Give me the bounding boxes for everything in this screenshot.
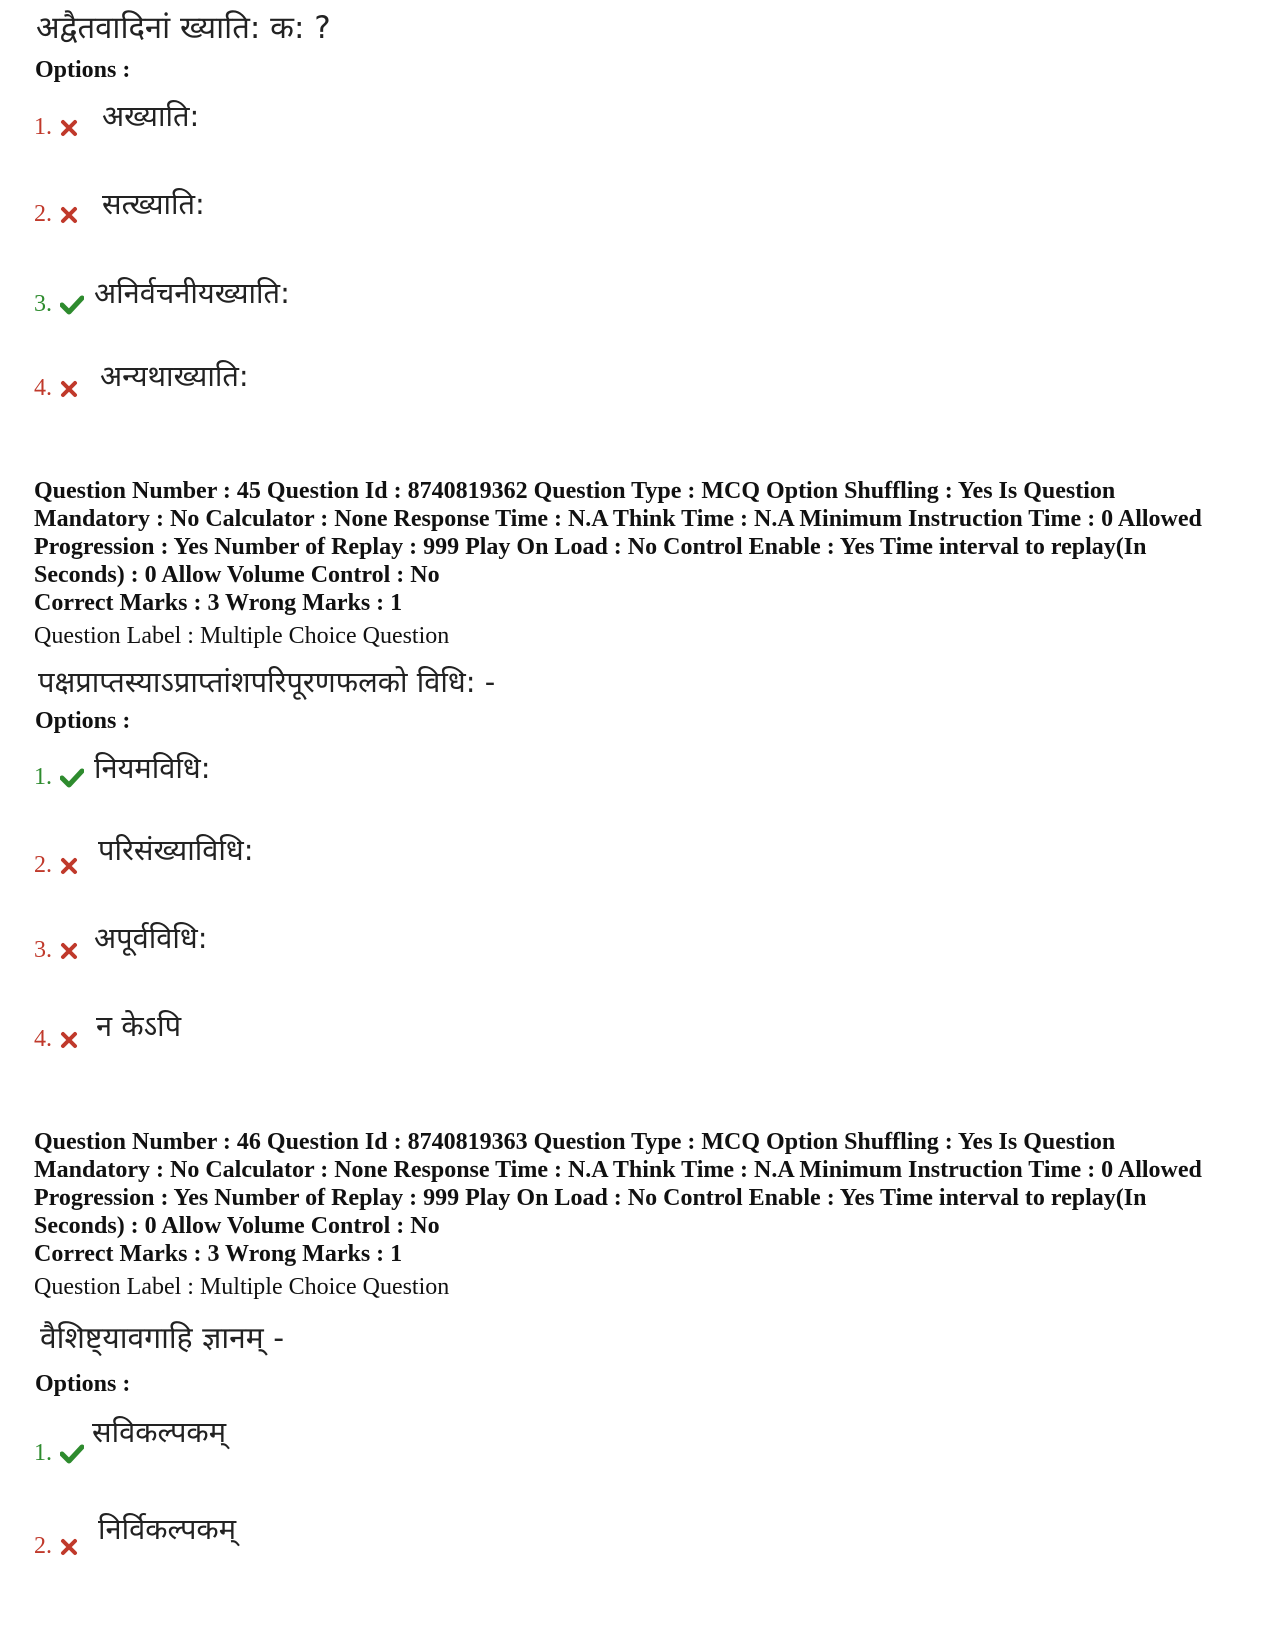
- option-text: सत्ख्याति:: [102, 187, 205, 221]
- option-row: [34, 375, 78, 403]
- option-row: [34, 764, 84, 793]
- option-row: [34, 291, 84, 320]
- option-text: अपूर्वविधि:: [94, 921, 208, 955]
- option-row: [34, 937, 78, 965]
- cross-icon: [60, 857, 78, 880]
- option-number: 1.: [34, 1440, 52, 1466]
- option-row: [34, 201, 78, 229]
- option-text: अन्यथाख्याति:: [100, 359, 249, 393]
- option-row: [34, 852, 78, 880]
- checkmark-icon: [60, 768, 84, 793]
- option-number: 2.: [34, 1533, 52, 1559]
- option-row: [34, 1026, 78, 1054]
- question-marks: Correct Marks : 3 Wrong Marks : 1: [34, 1241, 403, 1267]
- question-metadata: Question Number : 45 Question Id : 8740819362 Question Type : MCQ Option Shuffling : Yes Is Question Mandatory : No Calculator : None Response Time : N.A Think Time : N.A Minimum Instruction Time : 0 Allowed Progression : Yes Number of Replay : 999 Play On Load : No Control Enable : Yes Time interval to replay(In Seconds) : 0 Allow Volume Control : No: [34, 478, 1202, 588]
- option-text: परिसंख्याविधि:: [98, 833, 254, 867]
- option-number: 4.: [34, 375, 52, 401]
- option-number: 2.: [34, 852, 52, 878]
- option-row: [34, 114, 78, 142]
- option-text: अनिर्वचनीयख्याति:: [94, 276, 290, 310]
- question-stem: पक्षप्राप्तस्याऽप्राप्तांशपरिपूरणफलको विधि: -: [38, 665, 496, 699]
- cross-icon: [60, 206, 78, 229]
- option-text: न केऽपि: [96, 1009, 182, 1043]
- option-number: 3.: [34, 937, 52, 963]
- cross-icon: [60, 942, 78, 965]
- option-text: अख्याति:: [102, 99, 200, 133]
- question-metadata: Question Number : 46 Question Id : 8740819363 Question Type : MCQ Option Shuffling : Yes Is Question Mandatory : No Calculator : None Response Time : N.A Think Time : N.A Minimum Instruction Time : 0 Allowed Progression : Yes Number of Replay : 999 Play On Load : No Control Enable : Yes Time interval to replay(In Seconds) : 0 Allow Volume Control : No: [34, 1129, 1202, 1239]
- option-number: 1.: [34, 764, 52, 790]
- question-label: Question Label : Multiple Choice Question: [34, 1274, 450, 1300]
- option-text: सविकल्पकम्: [92, 1415, 227, 1449]
- options-label: Options :: [35, 57, 131, 83]
- option-text: निर्विकल्पकम्: [98, 1512, 237, 1546]
- options-label: Options :: [35, 1371, 131, 1397]
- option-row: [34, 1440, 84, 1469]
- question-marks: Correct Marks : 3 Wrong Marks : 1: [34, 590, 403, 616]
- question-label: Question Label : Multiple Choice Question: [34, 623, 450, 649]
- question-stem: वैशिष्ट्यावगाहि ज्ञानम् -: [40, 1321, 285, 1356]
- checkmark-icon: [60, 1444, 84, 1469]
- option-number: 3.: [34, 291, 52, 317]
- cross-icon: [60, 380, 78, 403]
- question-stem: अद्वैतवादिनां ख्याति: क: ?: [36, 10, 331, 46]
- option-number: 2.: [34, 201, 52, 227]
- option-number: 4.: [34, 1026, 52, 1052]
- cross-icon: [60, 1538, 78, 1561]
- option-text: नियमविधि:: [94, 751, 211, 785]
- checkmark-icon: [60, 295, 84, 320]
- cross-icon: [60, 119, 78, 142]
- option-number: 1.: [34, 114, 52, 140]
- cross-icon: [60, 1031, 78, 1054]
- options-label: Options :: [35, 708, 131, 734]
- option-row: [34, 1533, 78, 1561]
